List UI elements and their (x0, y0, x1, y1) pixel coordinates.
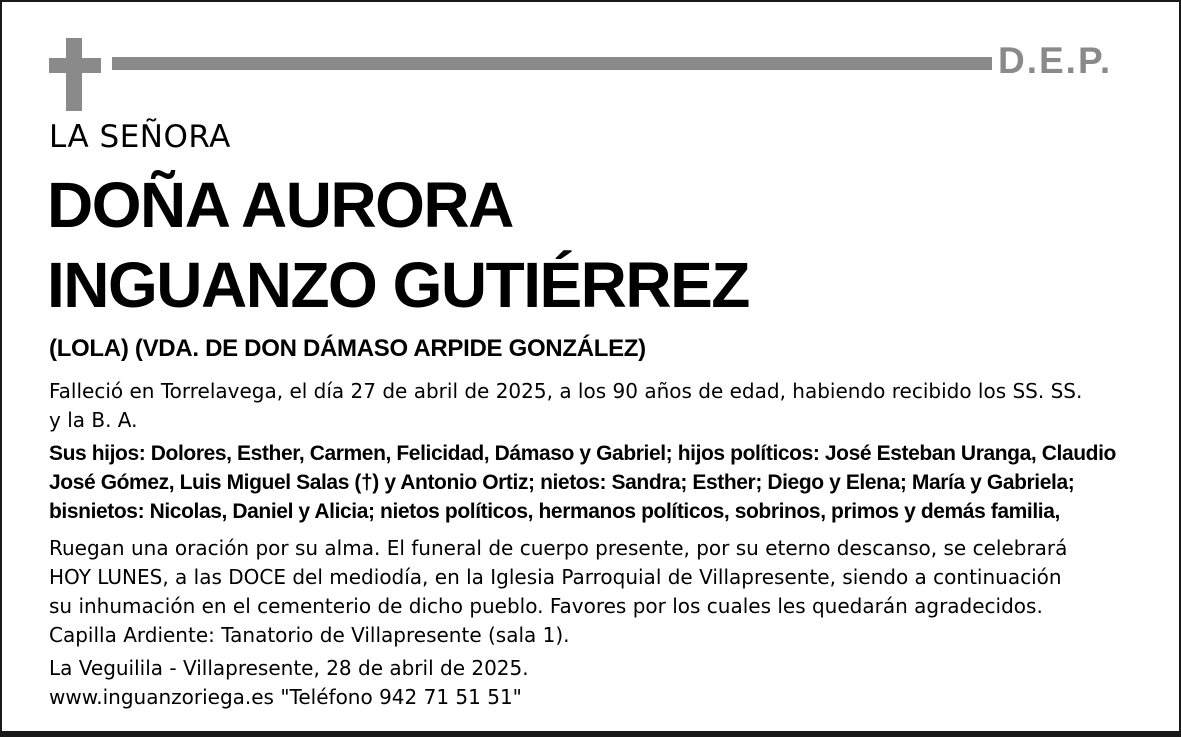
header-rule (112, 57, 992, 70)
death-info-line: y la B. A. (49, 408, 138, 432)
cross-icon (49, 38, 101, 111)
service-line: HOY LUNES, a las DOCE del mediodía, en la Iglesia Parroquial de Villapresente, siendo a continuación (49, 565, 1062, 589)
family-line: Sus hijos: Dolores, Esther, Carmen, Felicidad, Dámaso y Gabriel; hijos políticos: José Esteban Uranga, Claudio (49, 442, 1116, 465)
family-list (49, 439, 1159, 526)
service-line: su inhumación en el cementerio de dicho pueblo. Favores por los cuales les quedarán agradecidos. (49, 594, 1043, 618)
family-line: bisnietos: Nicolas, Daniel y Alicia; nietos políticos, hermanos políticos, sobrinos, primos y demás familia, (49, 500, 1060, 523)
family-line: José Gómez, Luis Miguel Salas (†) y Antonio Ortiz; nietos: Sandra; Esther; Diego y Elena; María y Gabriela; (49, 471, 1075, 494)
death-info (49, 377, 1159, 435)
service-line: Ruegan una oración por su alma. El funeral de cuerpo presente, por su eterno descanso, se celebrará (49, 536, 1068, 560)
honorific: LA SEÑORA (49, 119, 231, 155)
service-line: Capilla Ardiente: Tanatorio de Villapresente (sala 1). (49, 623, 570, 647)
place-date: La Veguilila - Villapresente, 28 de abril de 2025. (49, 656, 529, 680)
contact-info: www.inguanzoriega.es "Teléfono 942 71 51 51" (49, 685, 522, 709)
name-line-1: DOÑA AURORA (47, 169, 513, 241)
service-info (49, 534, 1159, 650)
name-line-2: INGUANZO GUTIÉRREZ (47, 249, 749, 321)
footer (49, 654, 1159, 712)
dep-label: D.E.P. (998, 40, 1113, 81)
death-info-line: Falleció en Torrelavega, el día 27 de abril de 2025, a los 90 años de edad, habiendo recibido los SS. SS. (49, 379, 1083, 403)
nickname-widow-of: (LOLA) (VDA. DE DON DÁMASO ARPIDE GONZÁLEZ) (49, 335, 646, 362)
